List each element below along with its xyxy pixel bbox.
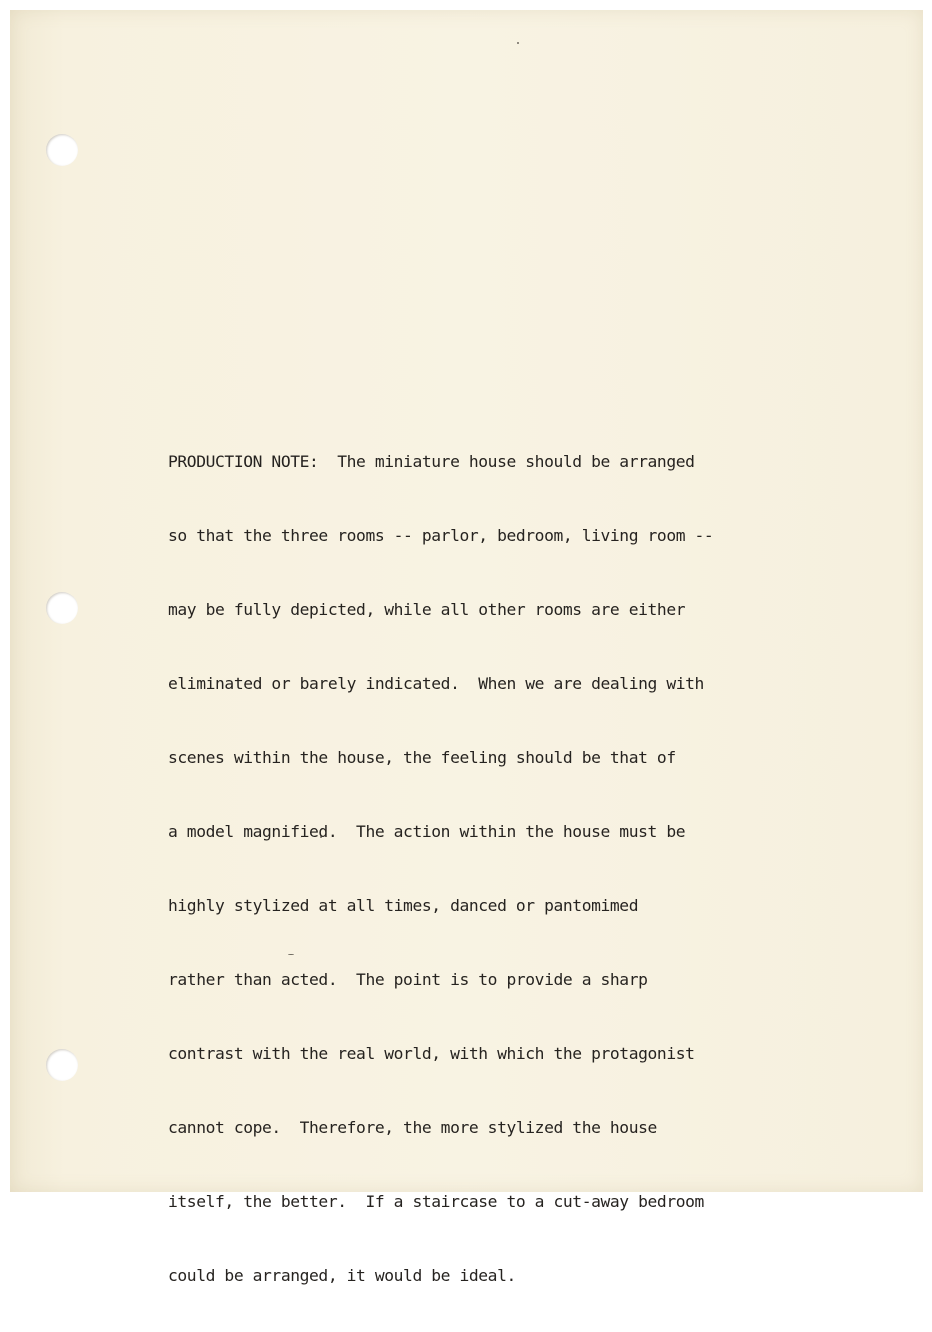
note-line: may be fully depicted, while all other rooms are either: [168, 600, 686, 619]
binder-hole-bottom: [46, 1049, 78, 1081]
typewritten-sheet: [10, 10, 923, 1285]
note-line: scenes within the house, the feeling should be that of: [168, 748, 676, 767]
production-note: [168, 406, 713, 1332]
note-line: a model magnified. The action within the house must be: [168, 822, 686, 841]
note-line: could be arranged, it would be ideal.: [168, 1266, 516, 1285]
note-line: itself, the better. If a staircase to a cut-away bedroom: [168, 1192, 704, 1211]
paper-speck: [517, 42, 519, 44]
note-line: eliminated or barely indicated. When we are dealing with: [168, 674, 704, 693]
note-line: rather than acted. The point is to provide a sharp: [168, 970, 648, 989]
note-line: cannot cope. Therefore, the more stylized the house: [168, 1118, 657, 1137]
binder-hole-top: [46, 134, 78, 166]
note-line: contrast with the real world, with which the protagonist: [168, 1044, 695, 1063]
note-line: PRODUCTION NOTE: The miniature house should be arranged: [168, 452, 695, 471]
note-line: highly stylized at all times, danced or pantomimed: [168, 896, 639, 915]
binder-hole-middle: [46, 592, 78, 624]
note-line: so that the three rooms -- parlor, bedroom, living room --: [168, 526, 714, 545]
